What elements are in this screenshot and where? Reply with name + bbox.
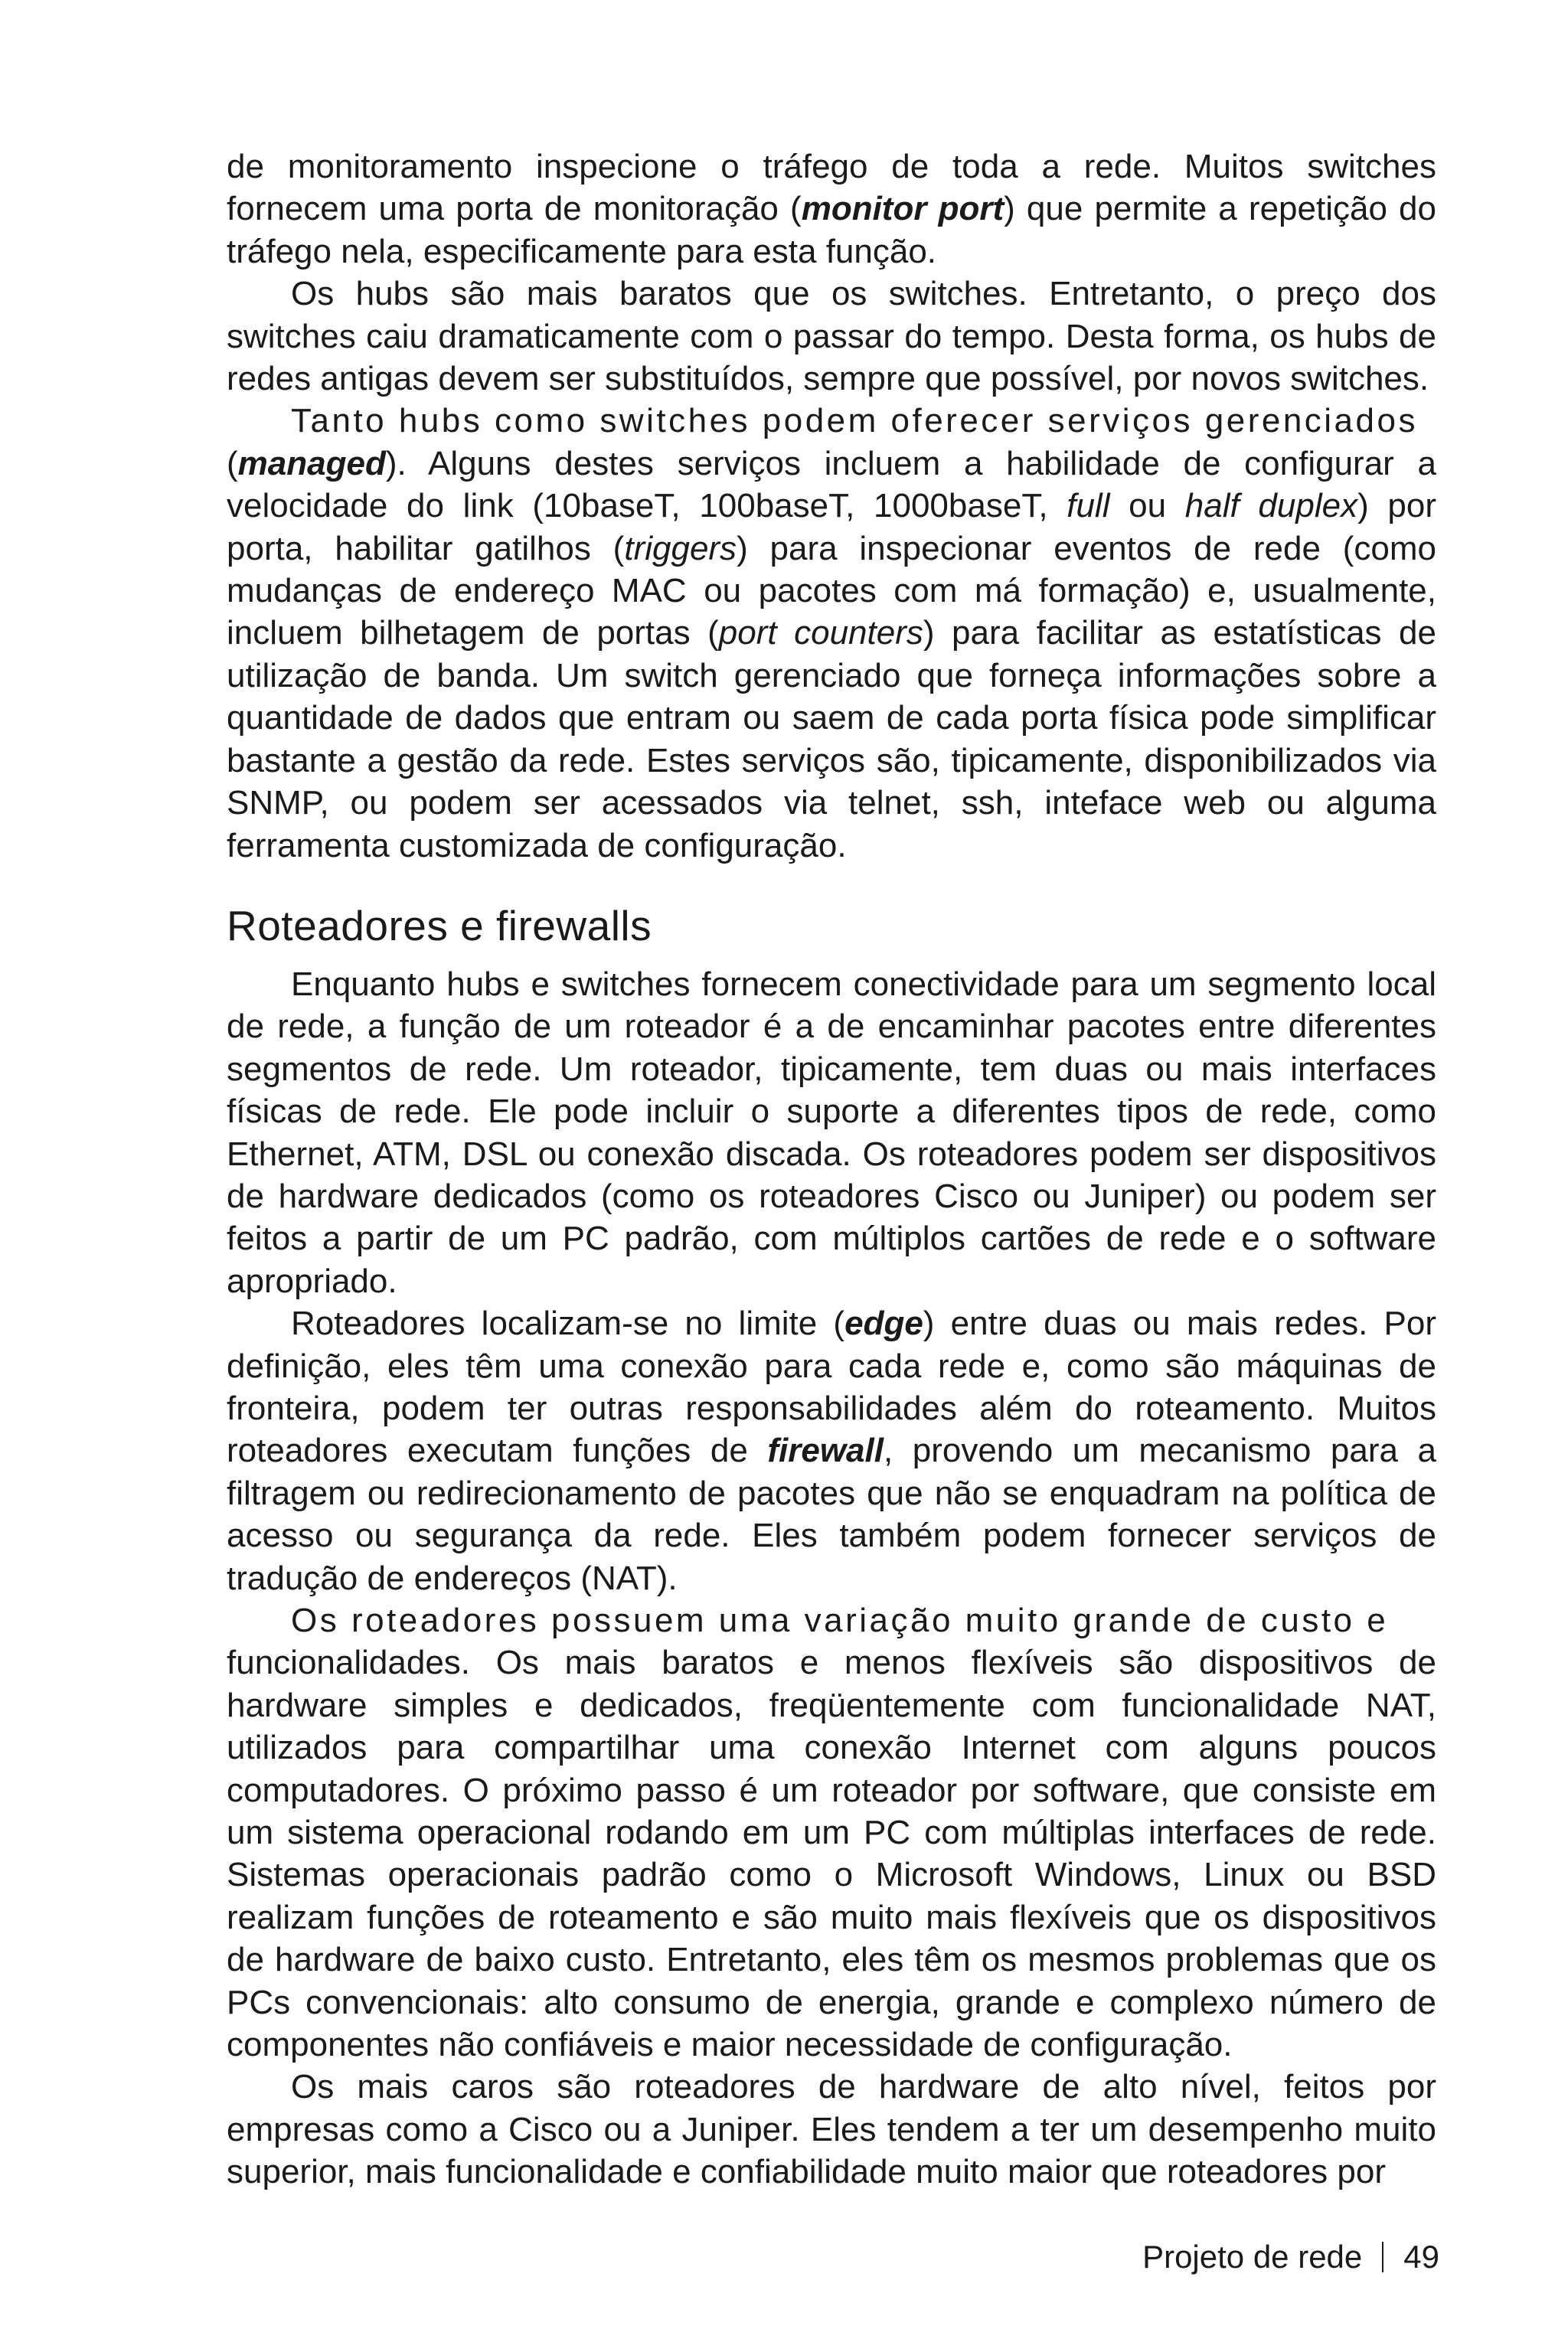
- paragraph-routers-high-end: Os mais caros são roteadores de hardware de alto nível, feitos por empresas como a Cisco ou a Juniper. Eles tendem a ter um desempenho muito superior, mais funcionalidade e confiabilidade muito maior que roteadores por: [227, 2068, 1436, 2191]
- paragraph-text: ) entre duas ou mais redes. Por definição, eles têm uma conexão para cada rede e, como são máquinas de fronteira, podem ter outras responsabilidades além do roteamento. Muitos roteadores executam funções de: [227, 1305, 1436, 1470]
- paragraph-text: ) para facilitar as estatísticas de utilização de banda. Um switch gerenciado que forneça informações sobre a quantidade de dados que entram ou saem de cada porta física pode simplificar bastante a gestão da rede. Estes serviços são, tipicamente, disponibilizados via SNMP, ou podem ser acessados via telnet, ssh, inteface web ou alguma ferramenta customizada de configuração.: [227, 614, 1436, 864]
- paragraph-text: ) para inspecionar eventos de rede (como mudanças de endereço MAC ou pacotes com má formação) e, usualmente, incluem bilhetagem de portas (: [227, 529, 1437, 652]
- footer-section-title: Projeto de rede: [1142, 2239, 1363, 2275]
- term-half-duplex: half duplex: [1184, 487, 1358, 525]
- paragraph-hubs-price: Os hubs são mais baratos que os switches. Entretanto, o preço dos switches caiu dramaticamente com o passar do tempo. Desta forma, os hubs de redes antigas devem ser substituídos, sempre que possível, por novos switches.: [227, 275, 1436, 398]
- paragraph-text: Os roteadores possuem uma variação muito grande de custo e: [291, 1602, 1389, 1639]
- paragraph-text: (: [227, 444, 238, 482]
- paragraph-text: , provendo um mecanismo para a filtragem ou redirecionamento de pacotes que não se enquadram na política de acesso ou segurança da rede. Eles também podem fornecer serviços de tradução de endereços (NAT).: [227, 1432, 1437, 1597]
- term-port-counters: port counters: [718, 614, 923, 652]
- paragraph-text: funcionalidades. Os mais baratos e menos flexíveis são dispositivos de hardware simples e dedicados, freqüentemente com funcionalidade NAT, utilizados para compartilhar uma conexão Internet com alguns poucos computadores. O próximo passo é um roteador por software, que consiste em um sistema operacional rodando em um PC com múltiplas interfaces de rede. Sistemas operacionais padrão como o Microsoft Windows, Linux ou BSD realizam funções de roteamento e são muito mais flexíveis que os dispositivos de hardware de baixo custo. Entretanto, eles têm os mesmos problemas que os PCs convencionais: alto consumo de energia, grande e complexo número de componentes não confiáveis e maior necessidade de configuração.: [227, 1644, 1436, 2064]
- paragraph-routers-cost: [227, 1599, 1436, 2066]
- page-body: [227, 145, 1436, 2194]
- paragraph-text: ) por porta, habilitar gatilhos (: [227, 487, 1437, 567]
- paragraph-text: Roteadores localizam-se no limite (: [291, 1305, 845, 1343]
- page-number: 49: [1403, 2239, 1439, 2275]
- paragraph-text: Tanto hubs como switches podem oferecer serviços gerenciados: [291, 402, 1418, 440]
- paragraph-routers-intro: Enquanto hubs e switches fornecem conectividade para um segmento local de rede, a função de um roteador é a de encaminhar pacotes entre diferentes segmentos de rede. Um roteador, tipicamente, tem duas ou mais interfaces físicas de rede. Ele pode incluir o suporte a diferentes tipos de rede, como Ethernet, ATM, DSL ou conexão discada. Os roteadores podem ser dispositivos de hardware dedicados (como os roteadores Cisco ou Juniper) ou podem ser feitos a partir de um PC padrão, com múltiplos cartões de rede e o software apropriado.: [227, 965, 1436, 1300]
- paragraph-text: ). Alguns destes serviços incluem a habilidade de configurar a velocidade do link (10baseT, 100baseT, 1000baseT,: [227, 444, 1436, 525]
- paragraph-monitor-port: [227, 145, 1436, 273]
- page-footer: [1118, 2236, 1439, 2278]
- paragraph-routers-edge: [227, 1302, 1436, 1599]
- term-edge: edge: [844, 1305, 923, 1343]
- footer-divider: [1382, 2242, 1383, 2272]
- paragraph-managed-services: [227, 400, 1436, 866]
- term-monitor-port: monitor port: [801, 190, 1004, 228]
- term-triggers: triggers: [624, 529, 737, 567]
- paragraph-text: de monitoramento inspecione o tráfego de toda a rede. Muitos switches fornecem uma porta de monitoração (: [227, 148, 1436, 228]
- paragraph-text: ou: [1109, 487, 1185, 525]
- term-full: full: [1067, 487, 1110, 525]
- section-heading: Roteadores e firewalls: [227, 901, 652, 949]
- term-firewall: firewall: [767, 1432, 884, 1470]
- paragraph-text: ) que permite a repetição do tráfego nela, especificamente para esta função.: [227, 190, 1436, 270]
- term-managed: managed: [237, 444, 386, 482]
